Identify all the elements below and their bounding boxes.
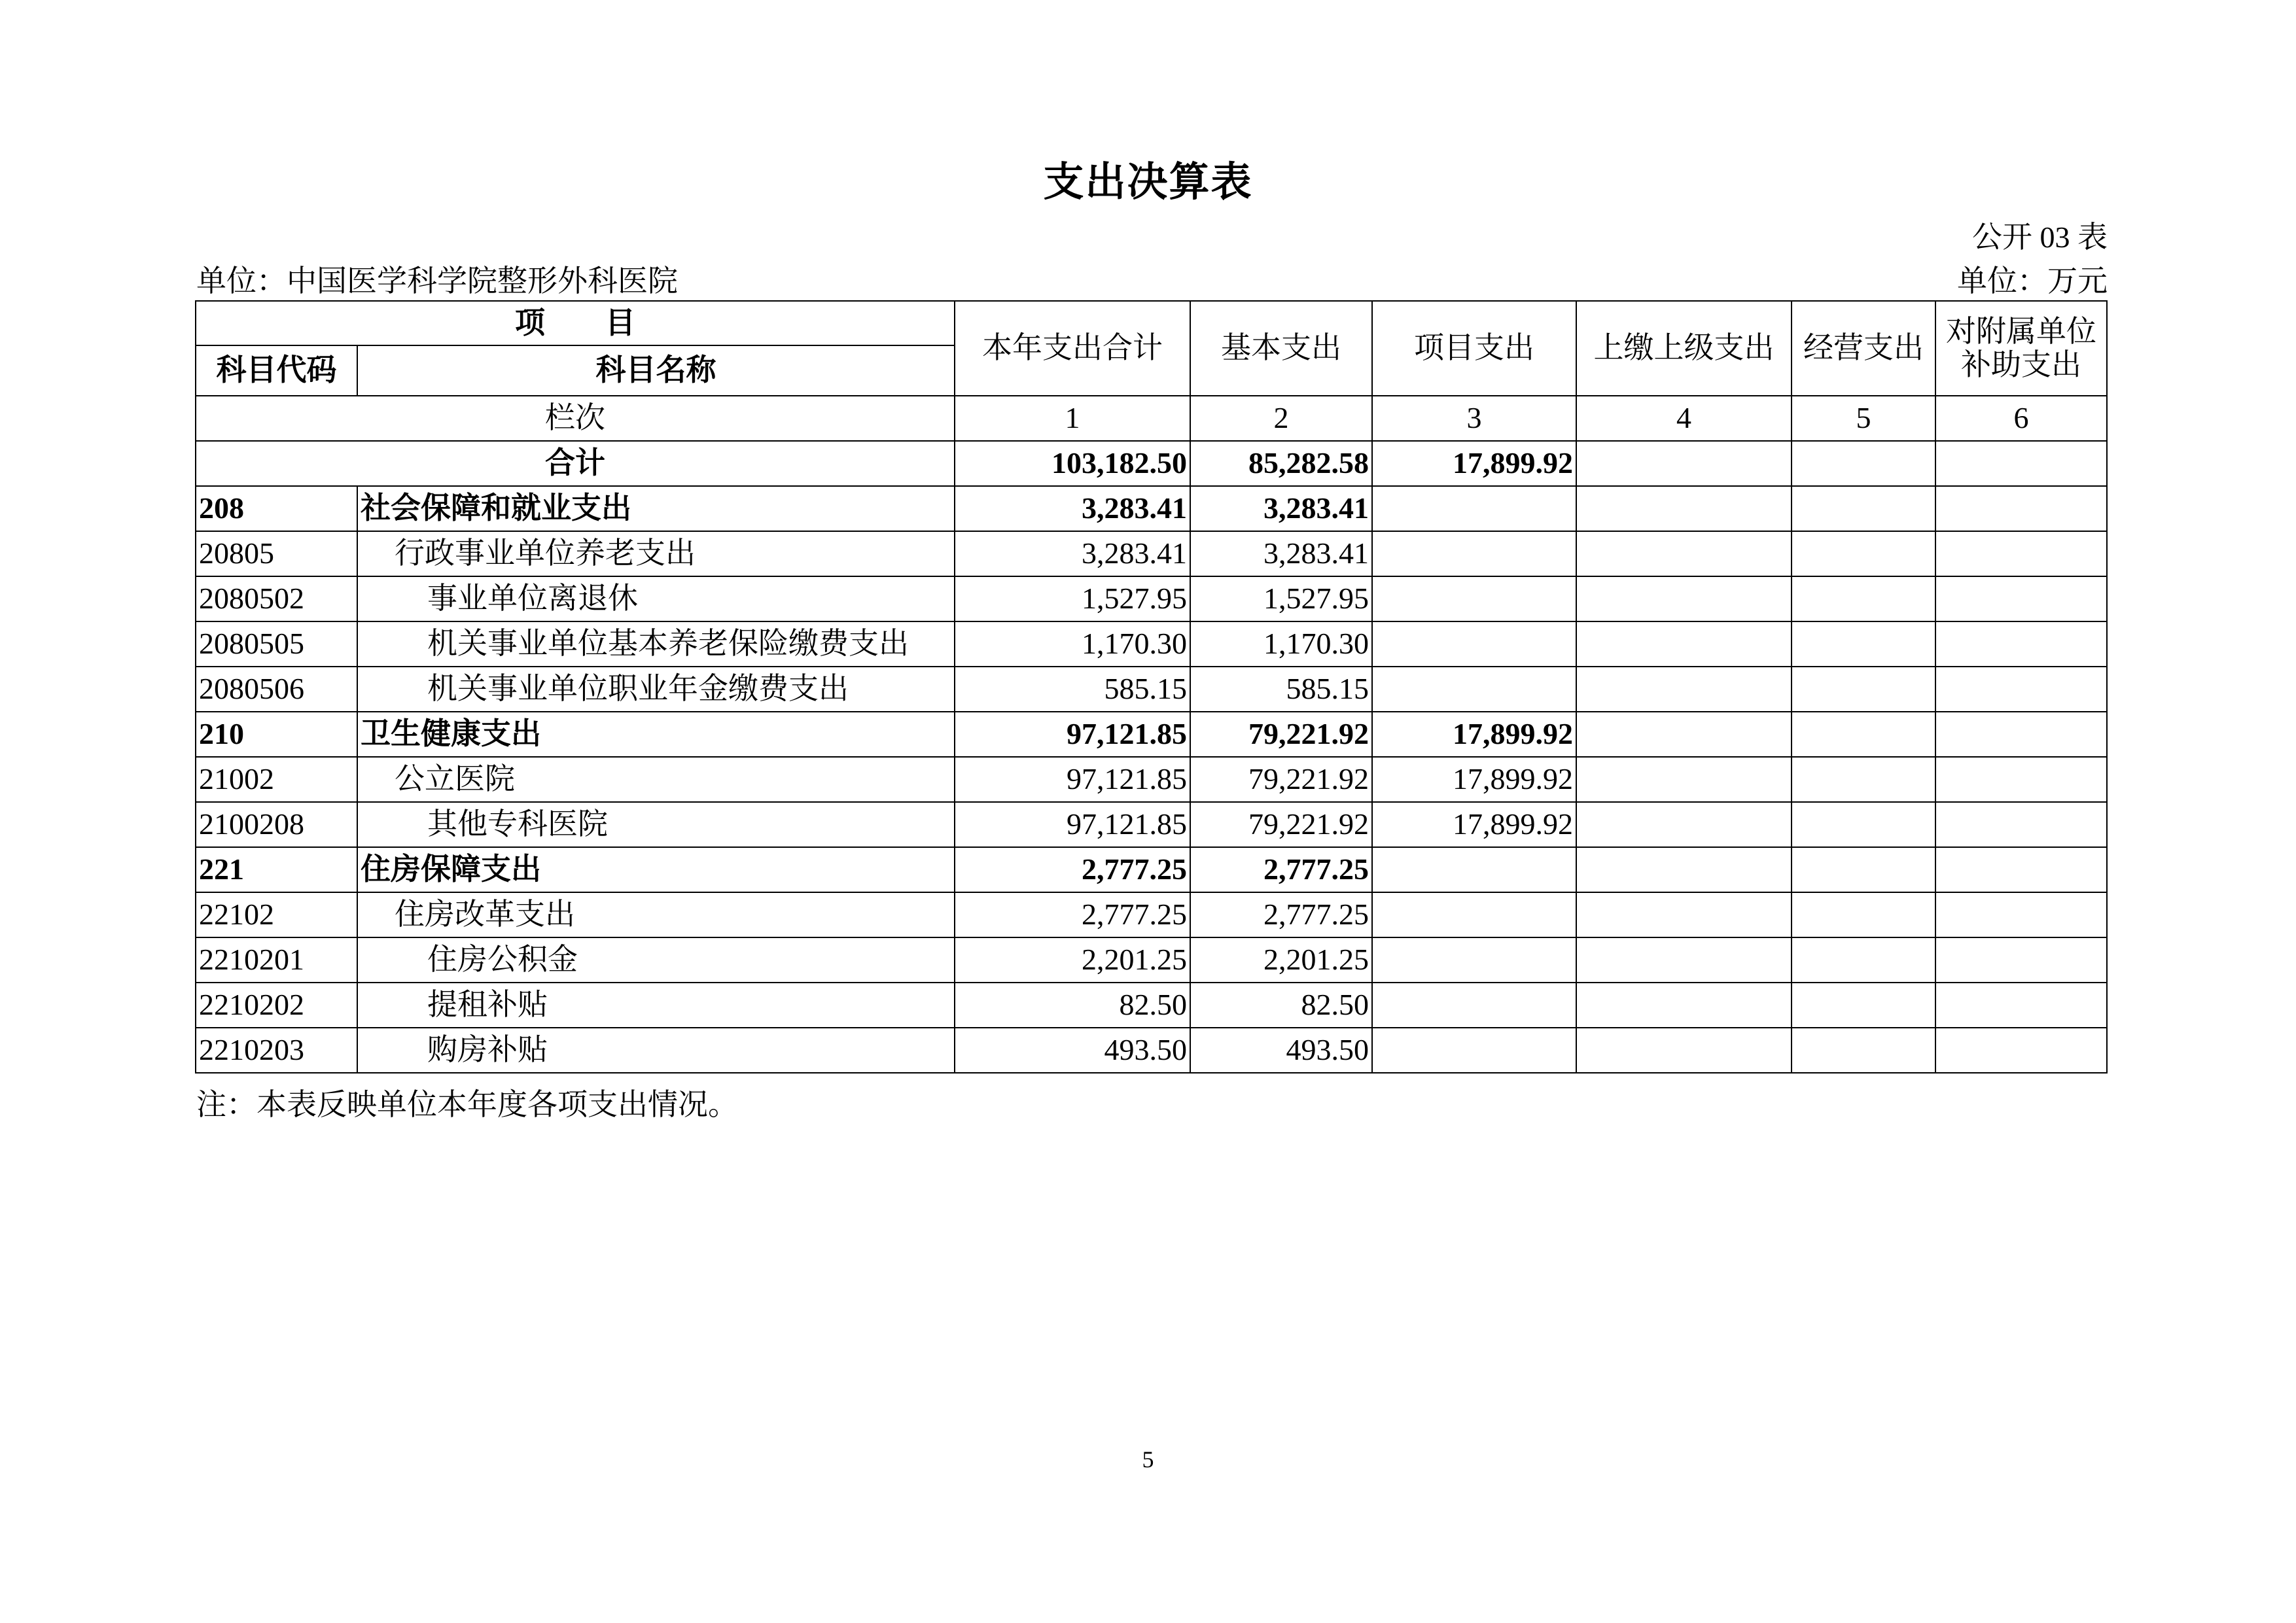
row-total: 2,777.25 <box>955 847 1190 892</box>
row-basic: 493.50 <box>1190 1028 1372 1073</box>
row-name: 卫生健康支出 <box>357 712 955 757</box>
row-basic: 79,221.92 <box>1190 802 1372 847</box>
total-c1: 103,182.50 <box>955 441 1190 486</box>
row-total: 1,170.30 <box>955 621 1190 667</box>
row-basic: 79,221.92 <box>1190 712 1372 757</box>
row-operating <box>1792 531 1935 576</box>
table-row <box>196 1028 2107 1073</box>
table-row <box>196 667 2107 712</box>
table-row <box>196 847 2107 892</box>
row-total: 3,283.41 <box>955 486 1190 531</box>
row-basic: 2,201.25 <box>1190 937 1372 983</box>
row-name: 公立医院 <box>357 757 955 802</box>
row-code: 2080506 <box>196 667 357 712</box>
row-name: 住房保障支出 <box>357 847 955 892</box>
row-project <box>1372 937 1576 983</box>
total-label: 合计 <box>196 441 955 486</box>
table-row <box>196 937 2107 983</box>
row-project <box>1372 621 1576 667</box>
row-subsidy <box>1935 757 2107 802</box>
row-operating <box>1792 983 1935 1028</box>
column-index-row <box>196 396 2107 441</box>
header-subsidy-affiliates <box>1935 301 2107 396</box>
row-remit <box>1576 576 1792 621</box>
row-code: 210 <box>196 712 357 757</box>
row-remit <box>1576 1028 1792 1073</box>
row-operating <box>1792 621 1935 667</box>
row-name: 提租补贴 <box>357 983 955 1028</box>
total-row <box>196 441 2107 486</box>
row-code: 2210203 <box>196 1028 357 1073</box>
row-subsidy <box>1935 531 2107 576</box>
column-index-5: 5 <box>1792 396 1935 441</box>
row-subsidy <box>1935 1028 2107 1073</box>
row-subsidy <box>1935 847 2107 892</box>
row-subsidy <box>1935 621 2107 667</box>
row-operating <box>1792 937 1935 983</box>
row-basic: 3,283.41 <box>1190 486 1372 531</box>
row-total: 82.50 <box>955 983 1190 1028</box>
row-basic: 585.15 <box>1190 667 1372 712</box>
row-total: 97,121.85 <box>955 757 1190 802</box>
row-project <box>1372 531 1576 576</box>
row-total: 2,777.25 <box>955 892 1190 937</box>
row-name: 住房公积金 <box>357 937 955 983</box>
row-name: 事业单位离退休 <box>357 576 955 621</box>
header-total-expenditure: 本年支出合计 <box>955 301 1190 396</box>
row-code: 2080505 <box>196 621 357 667</box>
row-name: 行政事业单位养老支出 <box>357 531 955 576</box>
row-project: 17,899.92 <box>1372 802 1576 847</box>
row-code: 22102 <box>196 892 357 937</box>
row-remit <box>1576 712 1792 757</box>
column-index-3: 3 <box>1372 396 1576 441</box>
table-row <box>196 892 2107 937</box>
row-project <box>1372 576 1576 621</box>
header-basic-expenditure: 基本支出 <box>1190 301 1372 396</box>
row-name: 社会保障和就业支出 <box>357 486 955 531</box>
row-subsidy <box>1935 712 2107 757</box>
column-index-2: 2 <box>1190 396 1372 441</box>
row-remit <box>1576 667 1792 712</box>
row-subsidy <box>1935 937 2107 983</box>
table-row <box>196 486 2107 531</box>
row-project <box>1372 667 1576 712</box>
row-operating <box>1792 757 1935 802</box>
row-project <box>1372 486 1576 531</box>
row-name: 机关事业单位基本养老保险缴费支出 <box>357 621 955 667</box>
header-item: 项 目 <box>196 301 955 345</box>
total-c4 <box>1576 441 1792 486</box>
header-code: 科目代码 <box>196 345 357 396</box>
row-code: 221 <box>196 847 357 892</box>
row-code: 2080502 <box>196 576 357 621</box>
row-code: 21002 <box>196 757 357 802</box>
row-operating <box>1792 576 1935 621</box>
row-project: 17,899.92 <box>1372 712 1576 757</box>
row-operating <box>1792 847 1935 892</box>
total-c5 <box>1792 441 1935 486</box>
header-operating-expenditure: 经营支出 <box>1792 301 1935 396</box>
header-subsidy-line1: 对附属单位 <box>1946 314 2096 348</box>
row-remit <box>1576 847 1792 892</box>
row-basic: 2,777.25 <box>1190 892 1372 937</box>
page-title: 支出决算表 <box>1043 158 1253 205</box>
row-basic: 1,527.95 <box>1190 576 1372 621</box>
row-subsidy <box>1935 892 2107 937</box>
total-c3: 17,899.92 <box>1372 441 1576 486</box>
row-project <box>1372 847 1576 892</box>
total-c6 <box>1935 441 2107 486</box>
row-total: 1,527.95 <box>955 576 1190 621</box>
row-basic: 1,170.30 <box>1190 621 1372 667</box>
row-total: 2,201.25 <box>955 937 1190 983</box>
column-index-label: 栏次 <box>196 396 955 441</box>
row-remit <box>1576 621 1792 667</box>
row-name: 其他专科医院 <box>357 802 955 847</box>
table-row <box>196 712 2107 757</box>
column-index-6: 6 <box>1935 396 2107 441</box>
form-number: 公开 03 表 <box>1972 220 2108 254</box>
row-subsidy <box>1935 983 2107 1028</box>
row-code: 2100208 <box>196 802 357 847</box>
row-basic: 2,777.25 <box>1190 847 1372 892</box>
header-row-1 <box>196 301 2107 345</box>
row-project <box>1372 983 1576 1028</box>
footnote: 注：本表反映单位本年度各项支出情况。 <box>196 1088 738 1121</box>
row-name: 机关事业单位职业年金缴费支出 <box>357 667 955 712</box>
row-operating <box>1792 667 1935 712</box>
column-index-4: 4 <box>1576 396 1792 441</box>
header-project-expenditure: 项目支出 <box>1372 301 1576 396</box>
row-subsidy <box>1935 576 2107 621</box>
header-subsidy-line2: 补助支出 <box>1961 347 2081 381</box>
column-index-1: 1 <box>955 396 1190 441</box>
row-basic: 79,221.92 <box>1190 757 1372 802</box>
table-row <box>196 531 2107 576</box>
row-remit <box>1576 531 1792 576</box>
table-row <box>196 983 2107 1028</box>
row-code: 20805 <box>196 531 357 576</box>
row-code: 208 <box>196 486 357 531</box>
row-code: 2210202 <box>196 983 357 1028</box>
header-remit-superior: 上缴上级支出 <box>1576 301 1792 396</box>
row-remit <box>1576 486 1792 531</box>
row-subsidy <box>1935 802 2107 847</box>
total-c2: 85,282.58 <box>1190 441 1372 486</box>
header-name: 科目名称 <box>357 345 955 396</box>
table-row <box>196 802 2107 847</box>
table-row <box>196 621 2107 667</box>
row-project <box>1372 1028 1576 1073</box>
row-remit <box>1576 937 1792 983</box>
row-total: 97,121.85 <box>955 802 1190 847</box>
row-project: 17,899.92 <box>1372 757 1576 802</box>
table-row <box>196 757 2107 802</box>
row-name: 购房补贴 <box>357 1028 955 1073</box>
reporting-unit: 单位：中国医学科学院整形外科医院 <box>196 264 678 298</box>
row-total: 97,121.85 <box>955 712 1190 757</box>
row-operating <box>1792 802 1935 847</box>
row-code: 2210201 <box>196 937 357 983</box>
page-number: 5 <box>1142 1446 1154 1473</box>
row-operating <box>1792 892 1935 937</box>
row-total: 585.15 <box>955 667 1190 712</box>
currency-unit: 单位：万元 <box>1957 264 2108 298</box>
row-operating <box>1792 712 1935 757</box>
row-basic: 82.50 <box>1190 983 1372 1028</box>
row-project <box>1372 892 1576 937</box>
row-total: 3,283.41 <box>955 531 1190 576</box>
row-subsidy <box>1935 667 2107 712</box>
row-remit <box>1576 757 1792 802</box>
table-row <box>196 576 2107 621</box>
expenditure-table <box>195 300 2108 1073</box>
row-total: 493.50 <box>955 1028 1190 1073</box>
row-remit <box>1576 802 1792 847</box>
row-basic: 3,283.41 <box>1190 531 1372 576</box>
row-operating <box>1792 1028 1935 1073</box>
row-remit <box>1576 983 1792 1028</box>
row-operating <box>1792 486 1935 531</box>
row-remit <box>1576 892 1792 937</box>
row-name: 住房改革支出 <box>357 892 955 937</box>
row-subsidy <box>1935 486 2107 531</box>
